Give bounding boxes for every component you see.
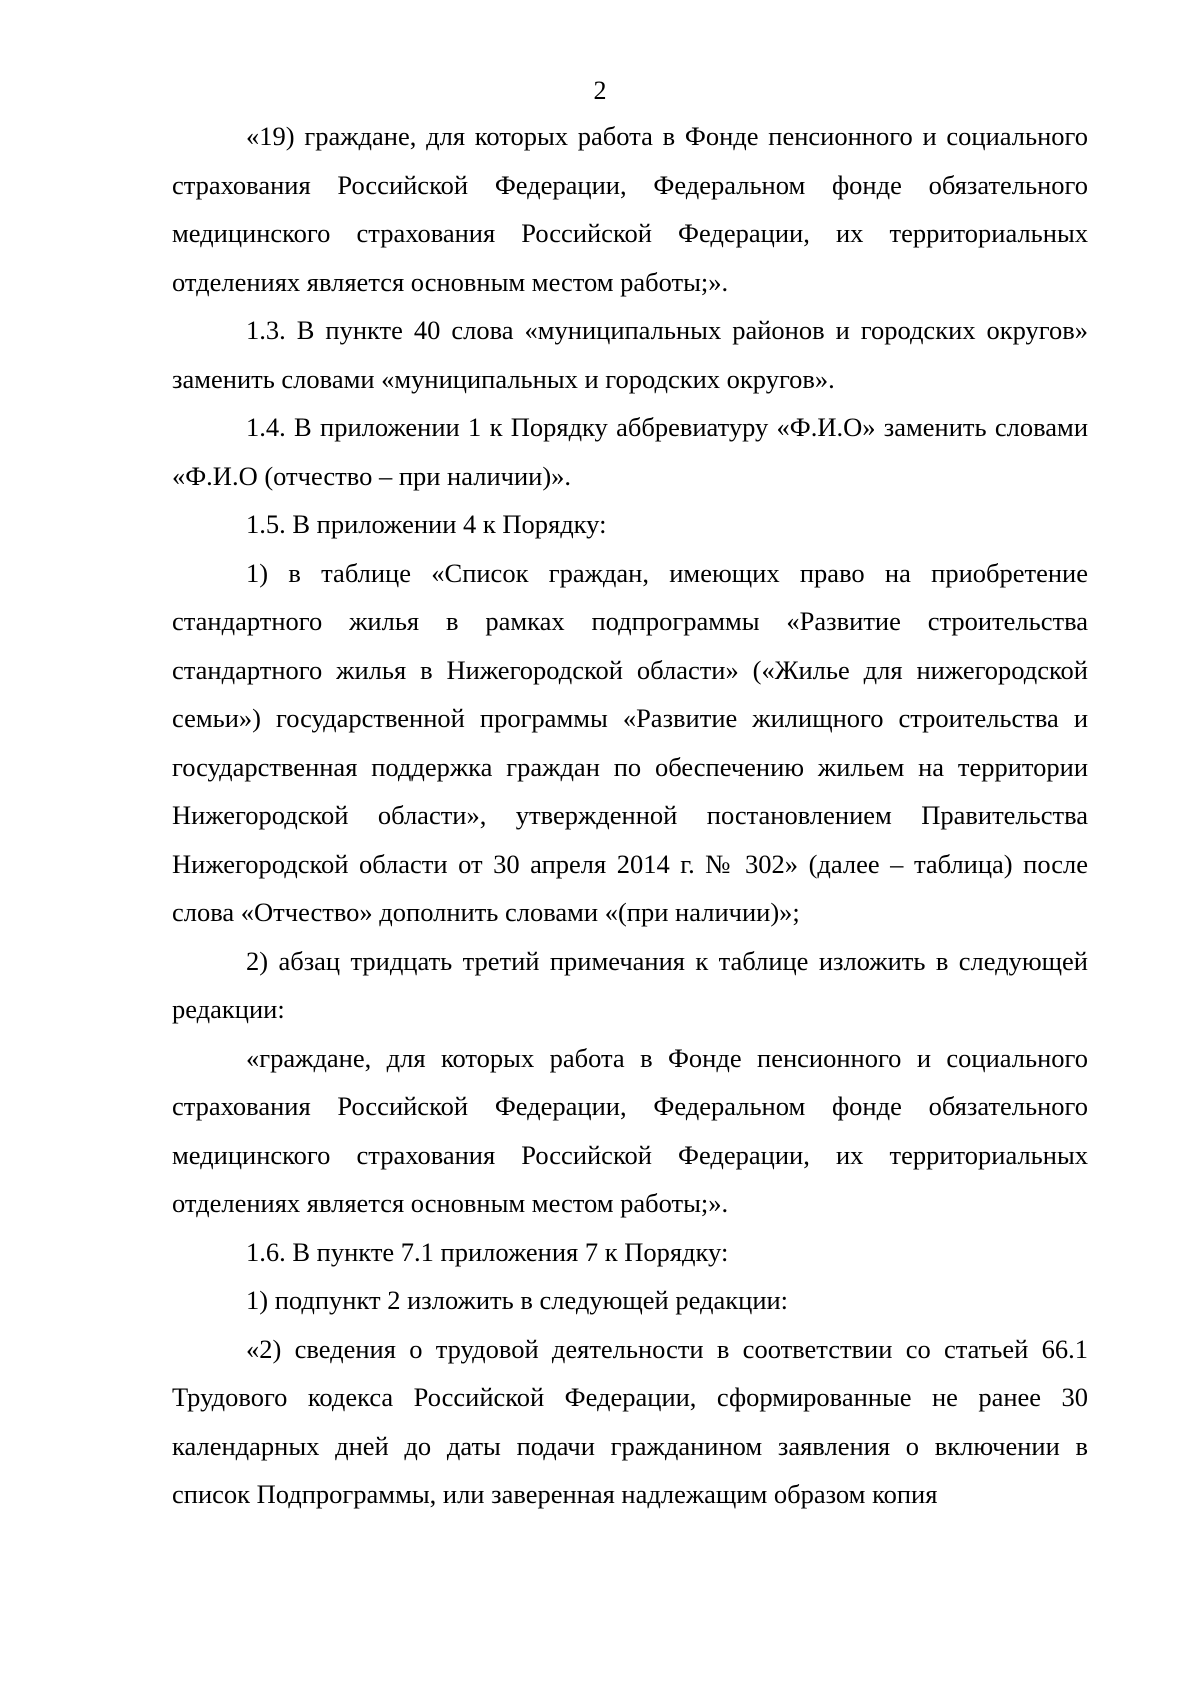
paragraph-1-3: 1.3. В пункте 40 слова «муниципальных районов и городских округов» заменить словами «муниципальных и городских округов».: [172, 315, 1088, 394]
paragraph-quoted-note: «граждане, для которых работа в Фонде пенсионного и социального страхования Российской Федерации, Федеральном фонде обязательного медицинского страхования Российской Федерации, их территориальных отделениях является основным местом работы;».: [172, 1042, 1088, 1218]
page-number: 2: [593, 76, 607, 105]
paragraph-1-5-sub-1: 1) в таблице «Список граждан, имеющих право на приобретение стандартного жилья в рамках подпрограммы «Развитие строительства стандартного жилья в Нижегородской области» («Жилье для нижегородской семьи») государственной программы «Развитие жилищного строительства и государственная поддержка граждан по обеспечению жильем на территории Нижегородской области», утвержденной постановлением Правительства Нижегородской области от 30 апреля 2014 г. № 302» (далее – таблица) после слова «Отчество» дополнить словами «(при наличии)»;: [172, 557, 1088, 927]
paragraph-1-6-sub-1: 1) подпункт 2 изложить в следующей редакции:: [246, 1285, 789, 1315]
document-body: [172, 112, 1088, 1519]
paragraph-quoted-subpoint-2: «2) сведения о трудовой деятельности в соответствии со статьей 66.1 Трудового кодекса Российской Федерации, сформированные не ранее 30 календарных дней до даты подачи гражданином заявления о включении в список Подпрограммы, или заверенная надлежащим образом копия: [172, 1333, 1088, 1509]
paragraph-1-5: 1.5. В приложении 4 к Порядку:: [246, 509, 607, 539]
paragraph-1-5-sub-2: 2) абзац тридцать третий примечания к таблице изложить в следующей редакции:: [172, 945, 1088, 1024]
paragraph-1-6: 1.6. В пункте 7.1 приложения 7 к Порядку:: [246, 1236, 729, 1267]
paragraph-item-19: «19) граждане, для которых работа в Фонде пенсионного и социального страхования Российской Федерации, Федеральном фонде обязательного медицинского страхования Российской Федерации, их территориальных отделениях является основным местом работы;».: [172, 121, 1088, 297]
paragraph-1-4: 1.4. В приложении 1 к Порядку аббревиатуру «Ф.И.О» заменить словами «Ф.И.О (отчество – при наличии)».: [172, 412, 1088, 491]
